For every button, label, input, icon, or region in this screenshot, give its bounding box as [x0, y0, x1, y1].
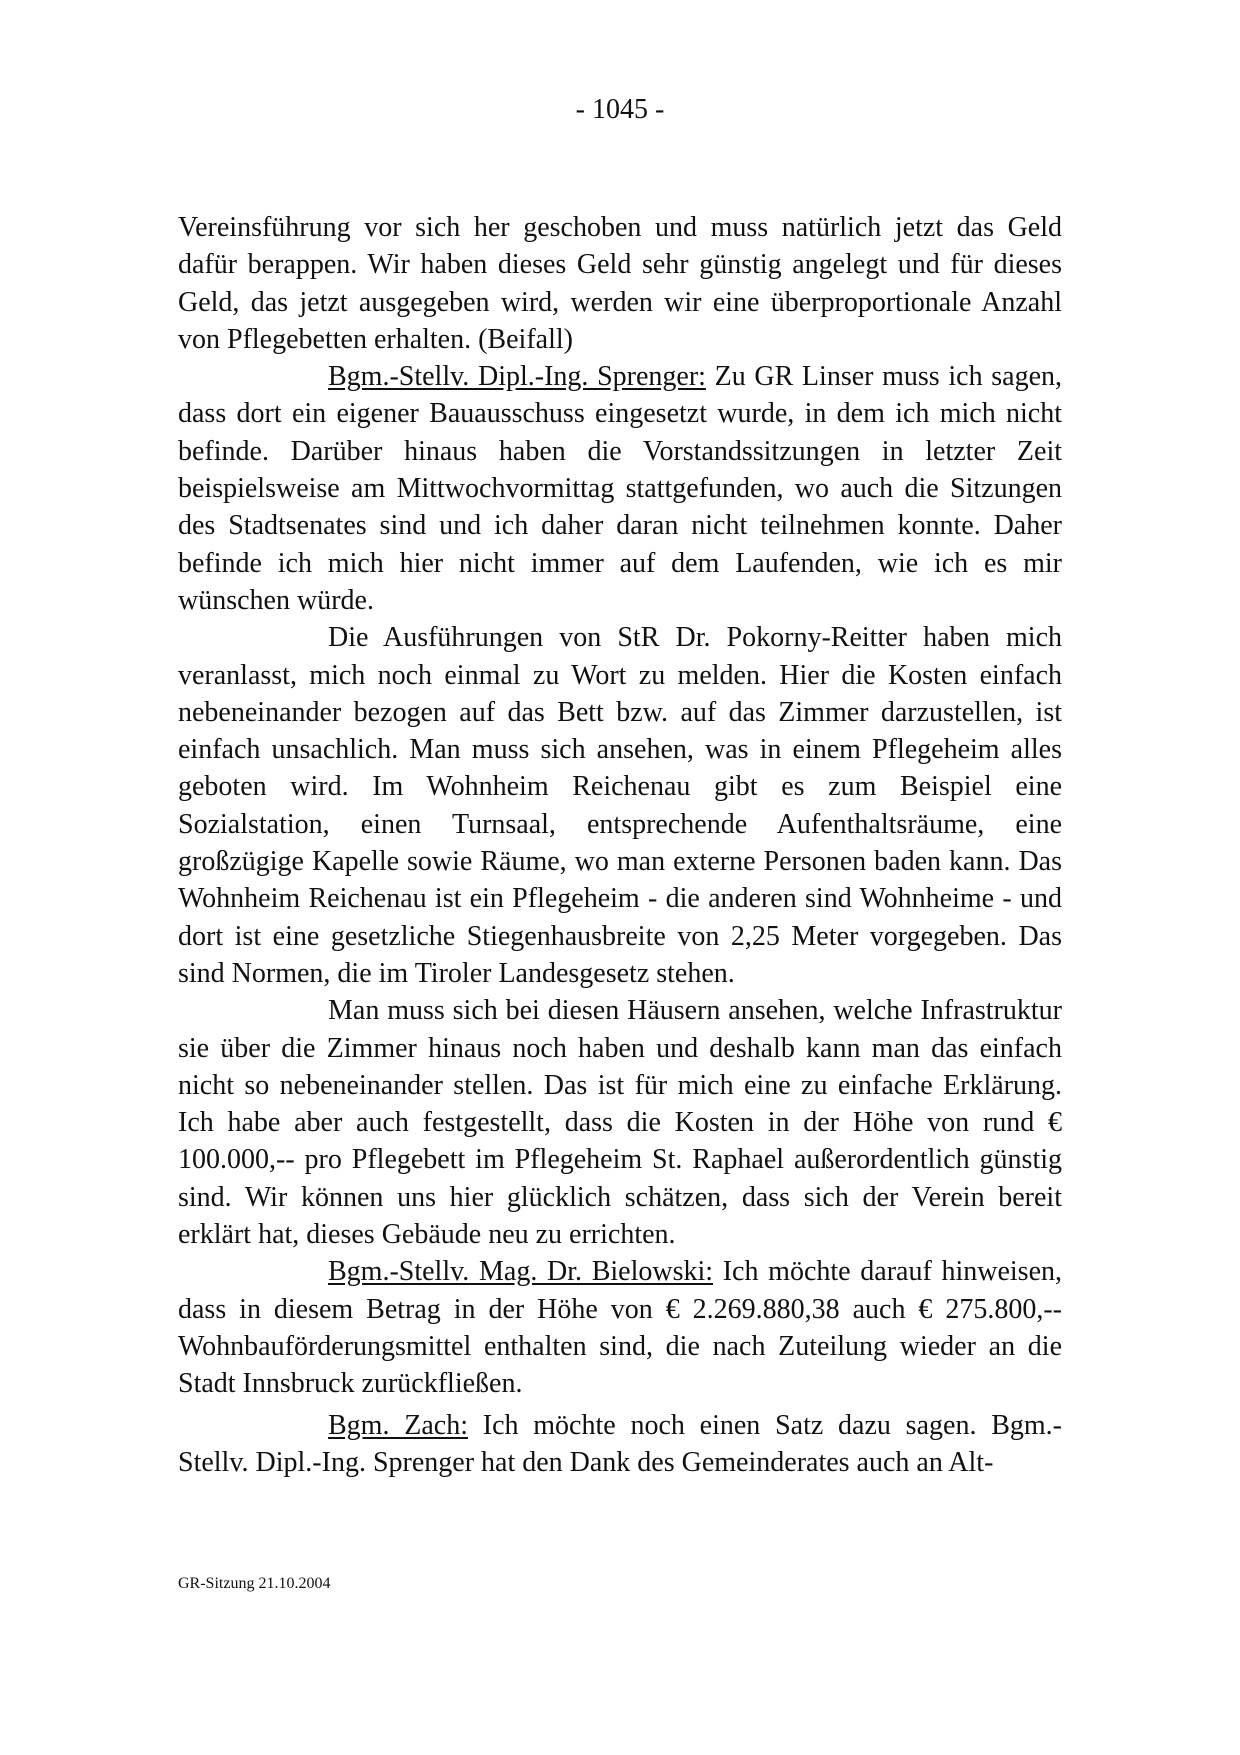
speaker-name: Bgm. Zach: [328, 1409, 468, 1441]
paragraph-continuation: Vereinsführung vor sich her geschoben und muss natürlich jetzt das Geld dafür berappen. Wir haben dieses Geld sehr günstig angelegt und für dieses Geld, das jetzt ausgegeben wird, werden wir eine überproportionale Anzahl von Pflegebetten erhalten. (Beifall) [178, 212, 1062, 355]
document-body [178, 209, 1062, 1481]
paragraph-body: Die Ausführungen von StR Dr. Pokorny-Reitter haben mich veranlasst, mich noch einmal zu Wort zu melden. Hier die Kosten einfach nebeneinander bezogen auf das Bett bzw. auf das Zimmer darzustellen, ist einfach unsachlich. Man muss sich ansehen, was in einem Pflegeheim alles geboten wird. Im Wohnheim Reichenau gibt es zum Beispiel eine Sozialstation, einen Turnsaal, entsprechende Aufenthaltsräume, eine großzügige Kapelle sowie Räume, wo man externe Personen baden kann. Das Wohnheim Reichenau ist ein Pflegeheim - die anderen sind Wohnheime - und dort ist eine gesetzliche Stiegenhausbreite von 2,25 Meter vorgegeben. Das sind Normen, die im Tiroler Landesgesetz stehen. [178, 622, 1062, 989]
paragraph-body: Man muss sich bei diesen Häusern ansehen, welche Infrastruktur sie über die Zimmer hinaus noch haben und deshalb kann man das einfach nicht so nebeneinander stellen. Das ist für mich eine zu einfache Erklärung. Ich habe aber auch festgestellt, dass die Kosten in der Höhe von rund € 100.000,-- pro Pflegebett im Pflegeheim St. Raphael außerordentlich günstig sind. Wir können uns hier glücklich schätzen, dass sich der Verein bereit erklärt hat, dieses Gebäude neu zu errichten. [178, 995, 1062, 1251]
speech-text: Zu GR Linser muss ich sagen, dass dort ein eigener Bauausschuss eingesetzt wurde, in dem ich mich nicht befinde. Darüber hinaus haben die Vorstandssitzungen in letzter Zeit beispielsweise am Mittwochvormittag stattgefunden, wo auch die Sitzungen des Stadtsenates sind und ich daher daran nicht teilnehmen konnte. Daher befinde ich mich hier nicht immer auf dem Laufenden, wie ich es mir wünschen würde. [178, 361, 1062, 616]
paragraph-speech-zach [178, 1407, 1062, 1482]
paragraph-speech-sprenger [178, 358, 1062, 619]
speaker-name: Bgm.-Stellv. Dipl.-Ing. Sprenger: [328, 361, 706, 393]
page-footer: GR-Sitzung 21.10.2004 [178, 1575, 331, 1592]
speech-text: Ich möchte darauf hinweisen, dass in diesem Betrag in der Höhe von € 2.269.880,38 auch € 275.800,-- Wohnbauförderungsmittel enthalten sind, die nach Zuteilung wieder an die Stadt Innsbruck zurückfließen. [178, 1256, 1063, 1400]
page-number: - 1045 - [575, 94, 665, 125]
speech-text: Ich möchte noch einen Satz dazu sagen. Bgm.-Stellv. Dipl.-Ing. Sprenger hat den Dank des Gemeinderates auch an Alt- [178, 1409, 1062, 1478]
paragraph-speech-bielowski [178, 1253, 1062, 1402]
speaker-name: Bgm.-Stellv. Mag. Dr. Bielowski: [328, 1256, 714, 1288]
